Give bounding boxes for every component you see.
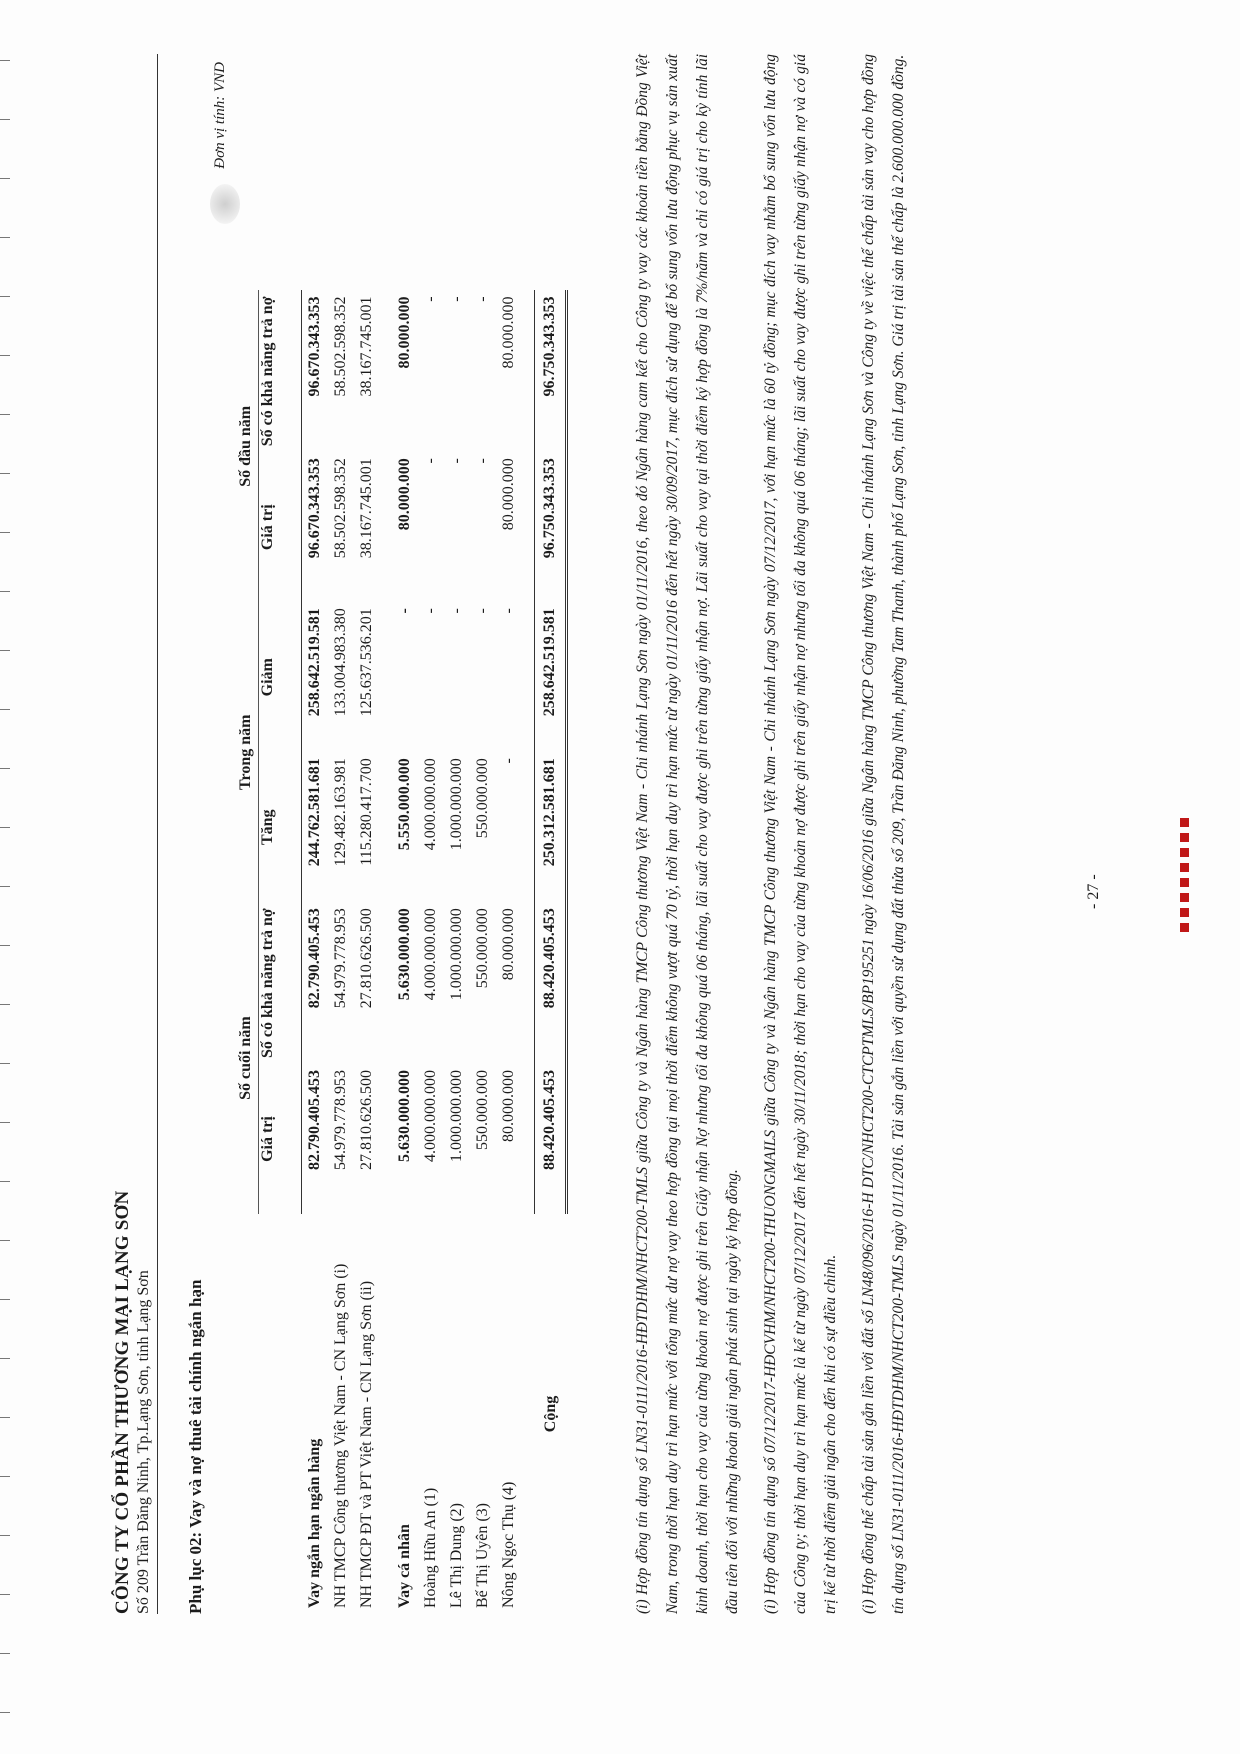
blank-header-cell — [228, 1214, 259, 1614]
row-label: NH TMCP Công thương Việt Nam - CN Lạng Sơn (i) — [332, 1263, 349, 1608]
cell-end-repay: 82.790.405.453 — [306, 908, 323, 1009]
cell-begin-repay: 80.000.000 — [500, 296, 517, 369]
cell-end-repay: 5.630.000.000 — [396, 908, 413, 1001]
cell-begin-repay: 38.167.745.001 — [358, 296, 375, 397]
cell-increase: 550.000.000 — [474, 758, 491, 839]
blank-header-cell — [259, 1214, 302, 1614]
cell-increase: 1.000.000.000 — [448, 758, 465, 851]
table-group-header — [228, 290, 259, 1614]
table-row — [496, 290, 522, 1614]
cell-decrease: - — [448, 608, 465, 614]
cell-begin-value: 96.670.343.353 — [306, 458, 323, 559]
cell-end-repay: 4.000.000.000 — [422, 908, 439, 1001]
loan-table — [228, 290, 568, 1614]
page-number: - 27 - — [1085, 874, 1102, 909]
group-end-year: Số cuối năm — [228, 902, 259, 1214]
total-end-repay: 88.420.405.453 — [535, 902, 567, 1064]
row-label: Vay cá nhân — [396, 1524, 413, 1608]
table-row — [444, 290, 470, 1614]
cell-begin-repay: 58.502.598.352 — [332, 296, 349, 397]
cell-end-repay: 27.810.626.500 — [358, 908, 375, 1009]
table-row — [470, 290, 496, 1614]
note-paragraph: (i) Hợp đồng tín dụng số 07/12/2017-HĐCVHM/NHCT200-THUONGMAILS giữa Công ty và Ngân hàng TMCP Công thương Việt Nam - Chi nhánh Lạng Sơn ngày 07/12/2017, với hạn mức là 60 tỷ đồng; mục đích vay nhằm bổ sung vốn lưu động của Công ty; thời hạn duy trì hạn mức là kể từ ngày 07/12/2017 đến hết ngày 30/11/2018; thời hạn cho vay của từng khoản nợ được ghi trên giấy nhận nợ nhưng tối đa không quá 06 tháng; lãi suất cho vay được ghi trên từng giấy nhận nợ và có giá trị kể từ thời điểm giải ngân cho đến khi có sự điều chỉnh. — [762, 54, 839, 1614]
cell-end-value: 4.000.000.000 — [422, 1070, 439, 1162]
cell-increase: 244.762.581.681 — [306, 758, 323, 867]
table-row — [302, 290, 329, 1614]
cell-decrease: - — [396, 608, 413, 614]
row-label: Hoàng Hữu An (1) — [422, 1487, 439, 1608]
row-label: Vay ngắn hạn ngân hàng — [305, 1438, 323, 1608]
col-end-value: Giá trị — [259, 1064, 302, 1214]
cell-begin-repay: - — [448, 296, 465, 302]
cell-end-repay: 80.000.000 — [500, 908, 517, 981]
cell-begin-value: 80.000.000 — [396, 458, 413, 531]
col-increase: Tăng — [259, 752, 302, 902]
cell-begin-repay: - — [474, 296, 491, 302]
table-row — [392, 290, 418, 1614]
total-decrease: 258.642.519.581 — [535, 602, 567, 752]
red-stamp-mark — [1180, 812, 1189, 932]
col-begin-repay: Số có khả năng trả nợ — [259, 290, 302, 452]
cell-increase: - — [500, 758, 517, 764]
cell-end-value: 27.810.626.500 — [358, 1070, 375, 1170]
cell-end-value: 80.000.000 — [500, 1070, 517, 1142]
cell-begin-repay: 96.670.343.353 — [306, 296, 323, 397]
cell-end-repay: 1.000.000.000 — [448, 908, 465, 1001]
cell-decrease: 133.004.983.380 — [332, 608, 349, 717]
cell-end-value: 1.000.000.000 — [448, 1070, 465, 1162]
row-label: Lê Thị Dung (2) — [448, 1502, 465, 1608]
row-label: Bế Thị Uyên (3) — [474, 1502, 491, 1608]
cell-end-value: 550.000.000 — [474, 1070, 491, 1150]
note-paragraph: (i) Hợp đồng tín dụng số LN31-0111/2016-HĐTDHM/NHCT200-TMLS giữa Công ty và Ngân hàng TMCP Công thương Việt Nam - Chi nhánh Lạng Sơn ngày 01/11/2016, theo đó Ngân hàng cam kết cho Công ty vay các khoản tiền bằng Đồng Việt Nam, trong thời hạn duy trì hạn mức với tổng mức dư nợ vay theo hợp đồng tại mọi thời điểm không vượt quá 70 tỷ, thời hạn duy trì hạn mức từ ngày 01/11/2016 đến hết ngày 30/09/2017, mục đích sử dụng để bổ sung vốn lưu động phục vụ sản xuất kinh doanh, thời hạn cho vay của từng khoản nợ được ghi trên Giấy nhận Nợ nhưng tối đa không quá 06 tháng, lãi suất cho vay được ghi trên từng giấy nhận nợ. Lãi suất cho vay tại thời điểm ký hợp đồng là 7%/năm và chỉ có giá trị cho kỳ tính lãi đầu tiên đối với những khoản giải ngân phát sinh tại ngày ký hợp đồng. — [634, 54, 741, 1614]
cell-decrease: - — [422, 608, 439, 614]
col-begin-value: Giá trị — [259, 452, 302, 602]
cell-decrease: - — [474, 608, 491, 614]
cell-begin-value: - — [474, 458, 491, 464]
cell-begin-value: - — [448, 458, 465, 464]
table-column-header — [259, 290, 302, 1614]
group-begin-year: Số đầu năm — [228, 290, 259, 602]
table-row — [328, 290, 354, 1614]
cell-end-value: 5.630.000.000 — [396, 1070, 413, 1162]
spacer-row — [522, 290, 535, 1614]
cell-begin-repay: 80.000.000 — [396, 296, 413, 369]
cell-decrease: - — [500, 608, 517, 614]
cell-increase: 129.482.163.981 — [332, 758, 349, 867]
cell-decrease: 125.637.536.201 — [358, 608, 375, 717]
cell-begin-value: 80.000.000 — [500, 458, 517, 531]
cell-end-repay: 550.000.000 — [474, 908, 491, 989]
cell-increase: 115.280.417.700 — [358, 758, 375, 866]
cell-increase: 4.000.000.000 — [422, 758, 439, 851]
group-during-year: Trong năm — [228, 602, 259, 902]
table-row — [418, 290, 444, 1614]
total-begin-repay: 96.750.343.353 — [535, 290, 567, 452]
total-row — [535, 290, 567, 1614]
currency-unit: Đơn vị tính: VND — [212, 62, 228, 169]
total-end-value: 88.420.405.453 — [535, 1064, 567, 1214]
spacer-row — [380, 290, 392, 1614]
note-paragraph: (i) Hợp đồng thế chấp tài sản gắn liền với đất số LN48/096/2016-H DTC/NHCT200-CTCPTMLS/BP195251 ngày 16/06/2016 giữa Ngân hàng TMCP Công thương Việt Nam - Chi nhánh Lạng Sơn và Công ty về việc thế chấp tài sản vay cho hợp đồng tín dụng số LN31-0111/2016-HĐTDHM/NHCT200-TMLS ngày 01/11/2016. Tài sản gắn liền với quyền sử dụng đất thửa số 209, Trần Đăng Ninh, phường Tam Thanh, thành phố Lạng Sơn, tỉnh Lạng Sơn. Giá trị tài sản thế chấp là 2.600.000.000 đồng. — [860, 54, 907, 1614]
cell-end-value: 54.979.778.953 — [332, 1070, 349, 1170]
cell-end-value: 82.790.405.453 — [306, 1070, 323, 1170]
total-label: Cộng — [541, 1395, 559, 1433]
row-label: Nông Ngọc Thụ (4) — [500, 1481, 517, 1608]
cell-end-repay: 54.979.778.953 — [332, 908, 349, 1009]
total-increase: 250.312.581.681 — [535, 752, 567, 902]
row-label: NH TMCP ĐT và PT Việt Nam - CN Lạng Sơn (ii) — [358, 1280, 375, 1608]
cell-begin-value: 38.167.745.001 — [358, 458, 375, 559]
table-row — [354, 290, 380, 1614]
col-decrease: Giảm — [259, 602, 302, 752]
cell-begin-value: - — [422, 458, 439, 464]
company-name: CÔNG TY CỔ PHẦN THƯƠNG MẠI LẠNG SƠN — [112, 1190, 133, 1614]
appendix-title: Phụ lục 02: Vay và nợ thuê tài chính ngắn hạn — [186, 1279, 205, 1614]
company-address: Số 209 Trần Đăng Ninh, Tp.Lạng Sơn, tỉnh Lạng Sơn — [135, 1270, 152, 1614]
col-end-repay: Số có khả năng trả nợ — [259, 902, 302, 1064]
total-begin-value: 96.750.343.353 — [535, 452, 567, 602]
cell-increase: 5.550.000.000 — [396, 758, 413, 851]
loan-notes — [628, 54, 922, 1614]
header-divider — [157, 54, 158, 1614]
cell-begin-value: 58.502.598.352 — [332, 458, 349, 559]
cell-decrease: 258.642.519.581 — [306, 608, 323, 717]
cell-begin-repay: - — [422, 296, 439, 302]
